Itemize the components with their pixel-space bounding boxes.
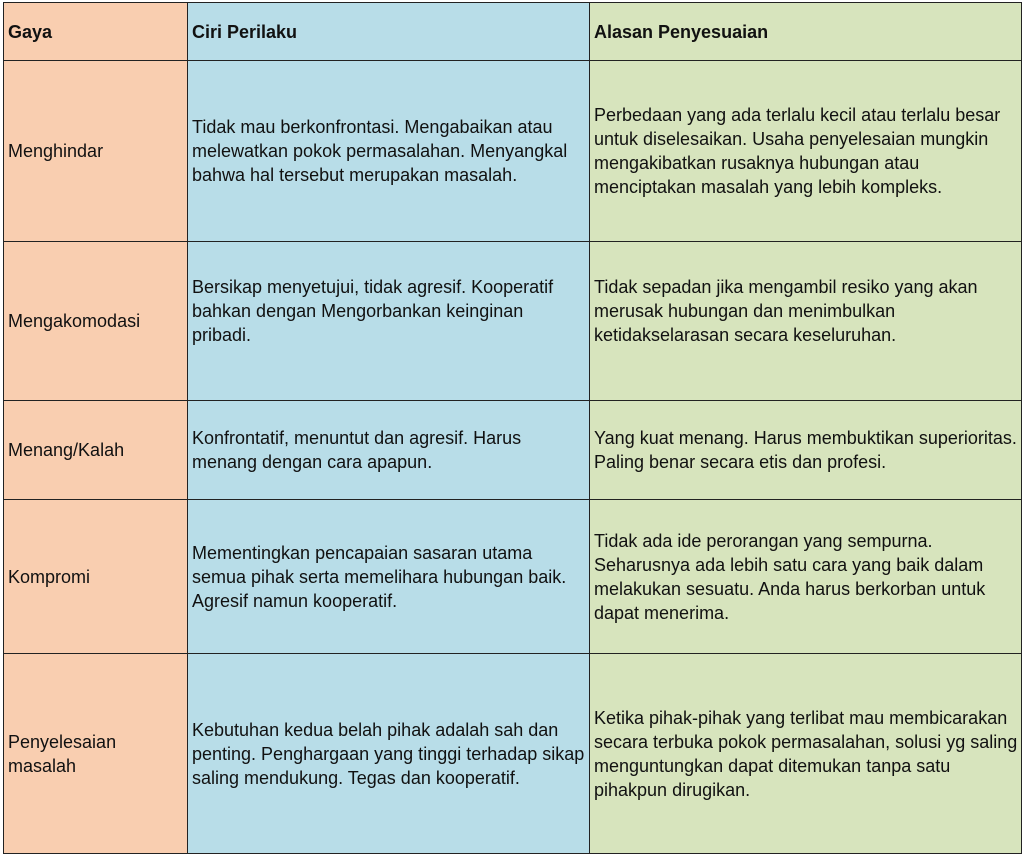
ciri-cell	[188, 654, 590, 854]
ciri-cell	[188, 61, 590, 242]
gaya-text: Kompromi	[8, 566, 91, 587]
conflict-styles-table	[3, 2, 1022, 854]
ciri-cell	[188, 401, 590, 500]
gaya-text: Menghindar	[8, 141, 104, 161]
ciri-text: Konfrontatif, menuntut dan agresif. Harus menang dengan cara apapun.	[192, 428, 522, 472]
ciri-cell	[188, 242, 590, 401]
gaya-cell	[4, 401, 188, 500]
alasan-text: Tidak sepadan jika mengambil resiko yang akan merusak hubungan dan menimbulkan ketidakselarasan secara keseluruhan.	[594, 277, 978, 345]
alasan-cell	[590, 61, 1022, 242]
table-row	[4, 401, 1022, 500]
ciri-text: Tidak mau berkonfrontasi. Mengabaikan atau melewatkan pokok permasalahan. Menyangkal bahwa hal tersebut merupakan masalah.	[192, 117, 568, 185]
alasan-text: Tidak ada ide perorangan yang sempurna. Seharusnya ada lebih satu cara yang baik dalam melakukan sesuatu. Anda harus berkorban untuk dapat menerima.	[594, 530, 986, 623]
gaya-text: Menang/Kalah	[8, 440, 125, 460]
alasan-text: Perbedaan yang ada terlalu kecil atau terlalu besar untuk diselesaikan. Usaha penyelesaian mungkin mengakibatkan rusaknya hubungan atau menciptakan masalah yang lebih kompleks.	[594, 105, 1001, 197]
table-row	[4, 242, 1022, 401]
ciri-text: Bersikap menyetujui, tidak agresif. Kooperatif bahkan dengan Mengorbankan keinginan pribadi.	[192, 277, 554, 345]
gaya-cell	[4, 654, 188, 854]
header-row	[4, 3, 1022, 61]
table-row	[4, 61, 1022, 242]
table-row	[4, 654, 1022, 854]
ciri-cell	[188, 500, 590, 654]
gaya-text: Mengakomodasi	[8, 311, 141, 331]
alasan-cell	[590, 500, 1022, 654]
alasan-text: Ketika pihak-pihak yang terlibat mau membicarakan secara terbuka pokok permasalahan, solusi yg saling menguntungkan dapat ditemukan tanpa satu pihakpun dirugikan.	[594, 707, 1018, 800]
header-ciri-perilaku: Ciri Perilaku	[188, 3, 590, 61]
gaya-cell	[4, 500, 188, 654]
table-row	[4, 500, 1022, 654]
alasan-cell	[590, 654, 1022, 854]
ciri-text: Mementingkan pencapaian sasaran utama semua pihak serta memelihara hubungan baik. Agresif namun kooperatif.	[192, 542, 567, 611]
alasan-cell	[590, 242, 1022, 401]
alasan-cell	[590, 401, 1022, 500]
gaya-text: Penyelesaian masalah	[8, 731, 117, 776]
gaya-cell	[4, 242, 188, 401]
ciri-text: Kebutuhan kedua belah pihak adalah sah dan penting. Penghargaan yang tinggi terhadap sikap saling mendukung. Tegas dan kooperatif.	[192, 719, 585, 788]
header-alasan-penyesuaian: Alasan Penyesuaian	[590, 3, 1022, 61]
alasan-text: Yang kuat menang. Harus membuktikan superioritas. Paling benar secara etis dan profesi.	[594, 428, 1017, 472]
header-gaya: Gaya	[4, 3, 188, 61]
gaya-cell	[4, 61, 188, 242]
